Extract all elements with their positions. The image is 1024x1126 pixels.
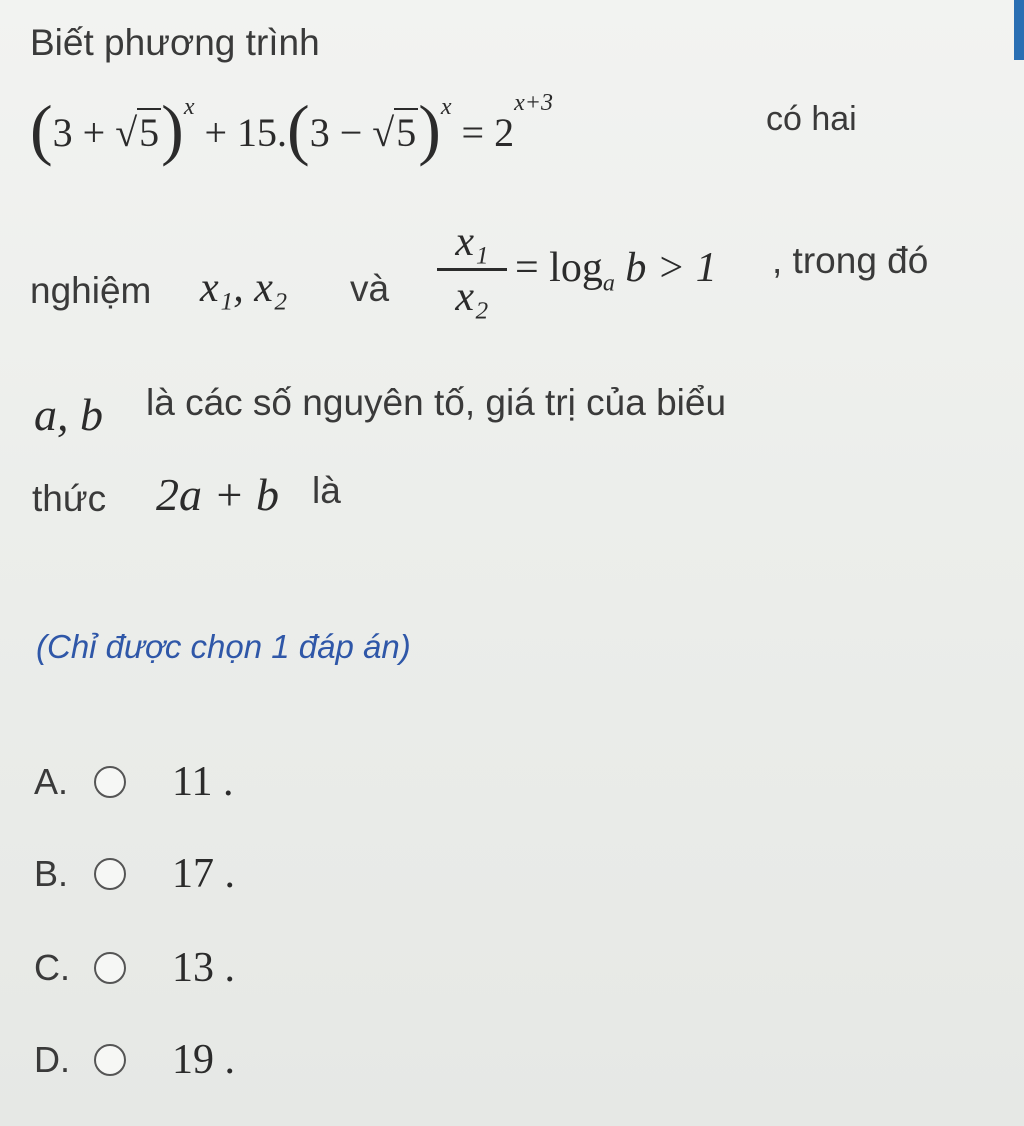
option-value: 17 . — [172, 851, 235, 897]
radio-button[interactable] — [94, 858, 126, 890]
option-c[interactable] — [34, 938, 235, 998]
expression-2a-b: 2a + b — [156, 469, 280, 520]
selection-hint: (Chỉ được chọn 1 đáp án) — [36, 628, 411, 665]
sqrt-5: √5 — [115, 110, 160, 155]
equation: $(3 + √5)^x + 15.(3 - √5)^x = 2^{x+3}$ — [30, 89, 553, 167]
option-letter: C. — [34, 947, 70, 988]
thuc-label: thức — [32, 478, 107, 519]
window-edge — [1014, 0, 1024, 60]
radio-button[interactable] — [94, 766, 126, 798]
option-letter: A. — [34, 761, 69, 802]
ab-vars: a, b — [34, 389, 103, 440]
option-a[interactable] — [34, 752, 233, 812]
option-value: 13 . — [172, 945, 235, 991]
option-letter: B. — [34, 853, 69, 894]
log-expression: = $\log_a b > 1$ — [515, 245, 717, 297]
option-value: 11 . — [172, 759, 234, 805]
nghiem-label: nghiệm — [30, 270, 152, 311]
option-d[interactable] — [34, 1030, 235, 1090]
line4-text: là các số nguyên tố, giá trị của biểu — [146, 382, 727, 423]
option-letter: D. — [34, 1039, 70, 1080]
option-value: 19 . — [172, 1037, 235, 1083]
question-intro: Biết phương trình — [30, 22, 320, 63]
roots: x₁, x₂ — [200, 265, 288, 311]
fraction-x1-x2: x₁ x₂ — [430, 218, 514, 321]
option-b[interactable] — [34, 844, 235, 904]
trong-do-label: , trong đó — [772, 240, 929, 281]
equation-tail: có hai — [766, 100, 857, 138]
sqrt-5-b: √5 — [372, 110, 417, 155]
la-label: là — [312, 470, 341, 511]
va-label: và — [350, 268, 390, 309]
radio-button[interactable] — [94, 1044, 126, 1076]
radio-button[interactable] — [94, 952, 126, 984]
